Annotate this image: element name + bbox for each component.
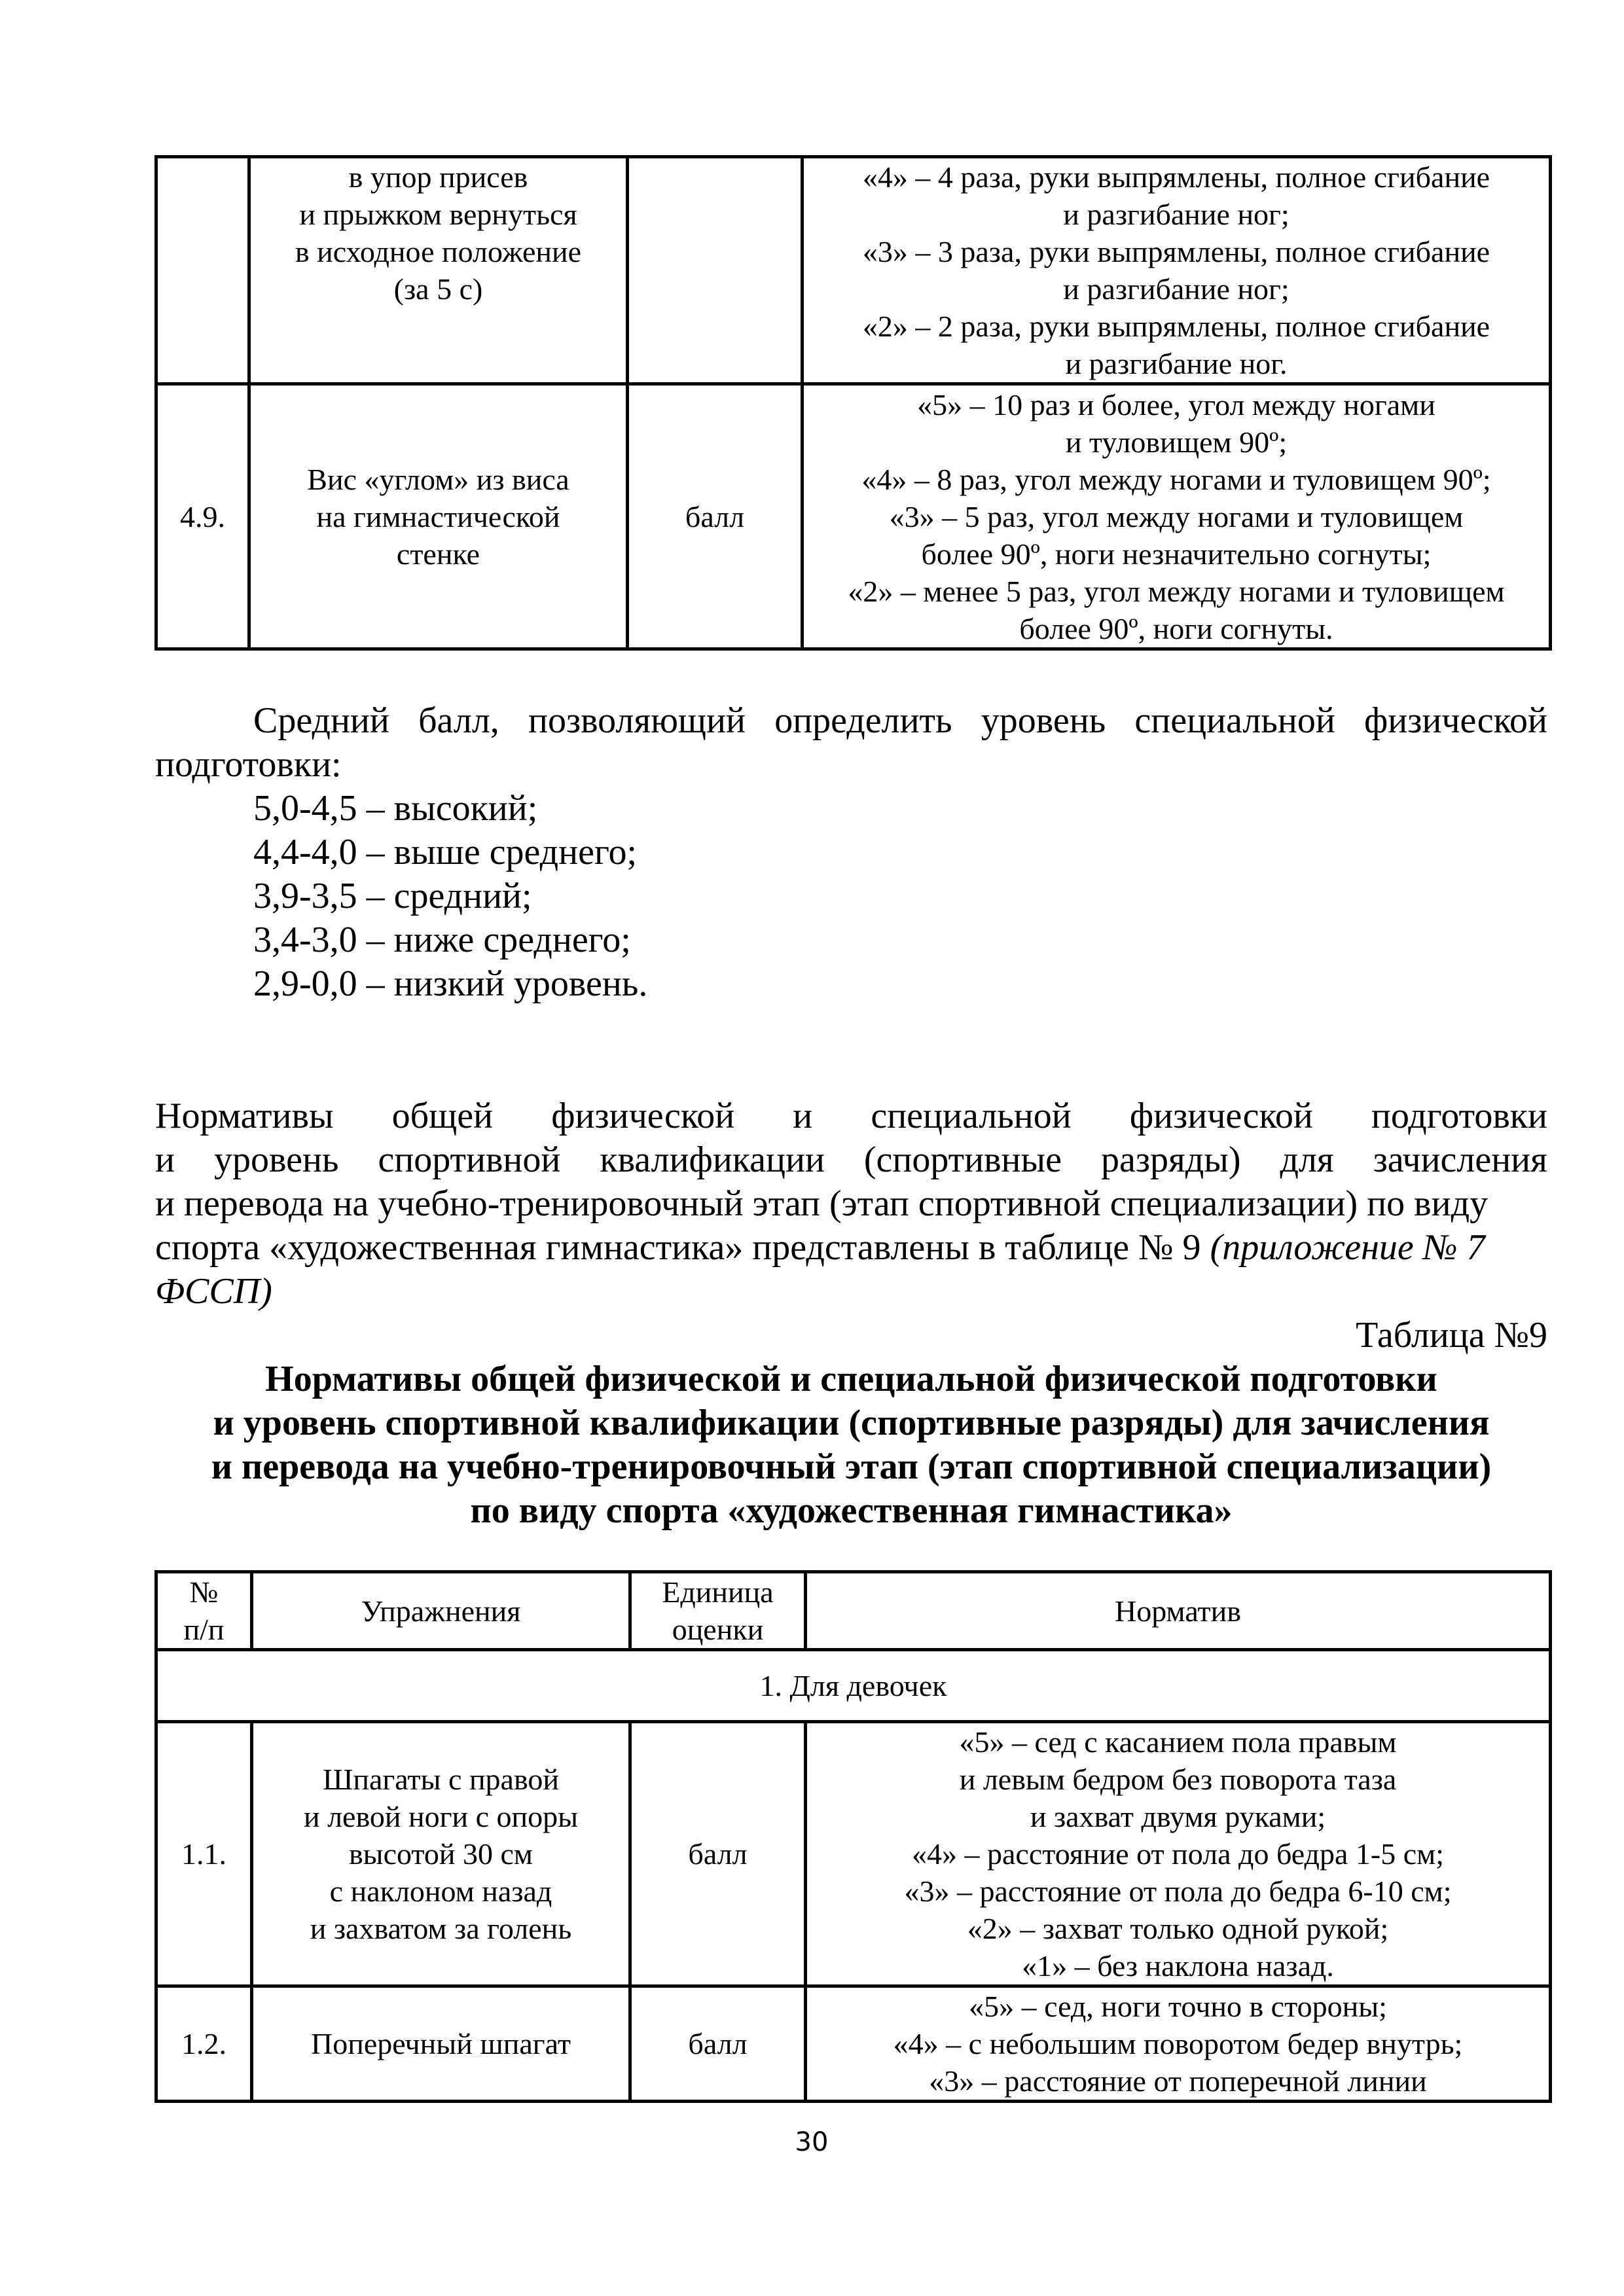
continued-norms-table xyxy=(154,155,1552,651)
header-number-line: п/п xyxy=(183,1613,225,1646)
norm-cell xyxy=(803,384,1551,649)
table-title-line: и перевода на учебно-тренировочный этап (этап спортивной специализации) xyxy=(211,1446,1492,1487)
average-score-section xyxy=(155,699,1547,1006)
header-norm: Норматив xyxy=(806,1572,1551,1650)
norm-line: «4» – с небольшим поворотом бедер внутрь; xyxy=(893,2027,1463,2060)
norm-line: и туловищем 90º; xyxy=(1065,425,1288,459)
word: спортивной xyxy=(378,1139,561,1180)
header-unit-line: оценки xyxy=(672,1613,764,1646)
unit-cell: балл xyxy=(630,1722,806,1986)
norm-line: «5» – 10 раз и более, угол между ногами xyxy=(917,387,1435,422)
norm-line: «3» – 3 раза, руки выпрямлены, полное сгибание xyxy=(862,235,1490,268)
row-number-cell: 1.2. xyxy=(156,1986,252,2102)
norm-line: «5» – сед, ноги точно в стороны; xyxy=(969,1990,1387,2023)
section-girls: 1. Для девочек xyxy=(156,1650,1551,1722)
norm-line: «3» – 5 раз, угол между ногами и туловищем xyxy=(889,499,1464,533)
table-row xyxy=(156,157,1551,384)
word: балл, xyxy=(418,700,499,741)
norm-cell xyxy=(806,1986,1551,2102)
word: общей xyxy=(391,1096,494,1136)
exercise-cell xyxy=(249,384,628,649)
paragraph-text: спорта «художественная гимнастика» представлены в таблице № 9 xyxy=(155,1227,1210,1268)
header-number-line: № xyxy=(189,1575,219,1609)
norm-line: и разгибание ног. xyxy=(1065,347,1288,380)
norm-line: более 90º, ноги согнуты. xyxy=(1019,611,1333,645)
norms-paragraph xyxy=(155,1094,1547,1314)
header-unit-line: Единица xyxy=(662,1575,774,1609)
paragraph-line xyxy=(155,1226,1547,1270)
table-row xyxy=(156,1722,1551,1986)
page-number: 30 xyxy=(795,2127,829,2157)
unit-cell xyxy=(628,157,803,384)
exercise-line: в исходное положение xyxy=(295,235,582,268)
norm-line: «2» – 2 раза, руки выпрямлены, полное сгибание xyxy=(862,310,1490,343)
header-number xyxy=(156,1572,252,1650)
row-number-cell: 1.1. xyxy=(156,1722,252,1986)
exercise-line: на гимнастической xyxy=(316,499,560,533)
word: зачисления xyxy=(1373,1139,1547,1180)
exercise-line: в упор присев xyxy=(348,160,528,194)
appendix-reference-end: ФССП) xyxy=(155,1271,272,1312)
average-score-intro-end: подготовки: xyxy=(155,744,342,785)
header-unit xyxy=(630,1572,806,1650)
table-title xyxy=(155,1357,1547,1533)
norm-line: более 90º, ноги незначительно согнуты; xyxy=(921,537,1432,571)
table-title-line: Нормативы общей физической и специальной физической подготовки xyxy=(265,1359,1437,1399)
header-exercise: Упражнения xyxy=(252,1572,630,1650)
word: квалификации xyxy=(600,1139,825,1180)
norm-line: «4» – 4 раза, руки выпрямлены, полное сгибание xyxy=(862,160,1490,194)
table-row xyxy=(156,1986,1551,2102)
norm-cell xyxy=(803,157,1551,384)
paragraph-line: и перевода на учебно-тренировочный этап (этап спортивной специализации) по виду xyxy=(155,1183,1489,1224)
score-level-above-average: 4,4-4,0 – выше среднего; xyxy=(253,832,638,872)
word: физической xyxy=(1363,700,1547,741)
norm-line: «5» – сед с касанием пола правым xyxy=(959,1725,1397,1759)
exercise-line: и левой ноги с опоры xyxy=(303,1800,579,1833)
word: специальной xyxy=(871,1096,1072,1136)
exercise-line: Вис «углом» из виса xyxy=(307,462,569,496)
score-level-low: 2,9-0,0 – низкий уровень. xyxy=(253,963,648,1004)
word: специальной xyxy=(1134,700,1335,741)
score-level-average: 3,9-3,5 – средний; xyxy=(253,876,532,916)
exercise-line: высотой 30 см xyxy=(348,1837,533,1871)
paragraph-line xyxy=(155,1094,1547,1138)
score-level-below-average: 3,4-3,0 – ниже среднего; xyxy=(253,920,631,960)
word: и xyxy=(793,1096,813,1136)
norm-line: и разгибание ног; xyxy=(1063,272,1290,306)
exercise-line: Шпагаты с правой xyxy=(322,1763,559,1796)
table-row xyxy=(156,384,1551,649)
unit-cell: балл xyxy=(628,384,803,649)
section-row xyxy=(156,1650,1551,1722)
word: уровень xyxy=(981,700,1106,741)
average-score-intro xyxy=(155,699,1547,743)
appendix-reference: (приложение № 7 xyxy=(1210,1227,1485,1268)
norm-line: «3» – расстояние от пола до бедра 6-10 см; xyxy=(904,1874,1452,1908)
exercise-line: (за 5 с) xyxy=(393,272,483,306)
word: для xyxy=(1280,1139,1334,1180)
norm-line: «4» – расстояние от пола до бедра 1-5 см; xyxy=(911,1837,1445,1871)
norm-line: «3» – расстояние от поперечной линии xyxy=(929,2064,1427,2098)
table-label: Таблица №9 xyxy=(1356,1315,1547,1355)
table-title-line: и уровень спортивной квалификации (спортивные разряды) для зачисления xyxy=(213,1403,1490,1443)
exercise-line: с наклоном назад xyxy=(329,1874,552,1908)
score-levels-list xyxy=(155,787,1547,1006)
table-header-row xyxy=(156,1572,1551,1650)
word: Средний xyxy=(253,700,389,741)
exercise-cell xyxy=(252,1986,630,2102)
norm-line: «4» – 8 раз, угол между ногами и туловищем 90º; xyxy=(861,462,1491,496)
word: (спортивные xyxy=(863,1139,1062,1180)
exercise-line: стенке xyxy=(396,537,480,571)
word: физической xyxy=(551,1096,735,1136)
norm-line: и разгибание ног; xyxy=(1063,198,1290,231)
exercise-line: Поперечный шпагат xyxy=(311,2027,571,2060)
exercise-cell xyxy=(252,1722,630,1986)
word: разряды) xyxy=(1100,1139,1241,1180)
word: и xyxy=(155,1139,175,1180)
word: определить xyxy=(774,700,952,741)
word: уровень xyxy=(213,1139,339,1180)
norm-line: «2» – захват только одной рукой; xyxy=(967,1912,1389,1945)
exercise-line: и прыжком вернуться xyxy=(299,198,577,231)
word: физической xyxy=(1129,1096,1313,1136)
row-number-cell: 4.9. xyxy=(156,384,249,649)
norm-line: «1» – без наклона назад. xyxy=(1022,1949,1334,1982)
norm-line: и захват двумя руками; xyxy=(1030,1800,1326,1833)
paragraph-line xyxy=(155,1138,1547,1182)
score-level-high: 5,0-4,5 – высокий; xyxy=(253,788,538,829)
word: Нормативы xyxy=(155,1096,334,1136)
norm-cell xyxy=(806,1722,1551,1986)
exercise-line: и захватом за голень xyxy=(310,1912,572,1945)
exercise-cell xyxy=(249,157,628,384)
word: позволяющий xyxy=(528,700,746,741)
row-number-cell xyxy=(156,157,249,384)
norm-line: и левым бедром без поворота таза xyxy=(959,1763,1397,1796)
unit-cell: балл xyxy=(630,1986,806,2102)
norms-table-9 xyxy=(154,1570,1552,2103)
norm-line: «2» – менее 5 раз, угол между ногами и туловищем xyxy=(848,574,1505,608)
table-title-line: по виду спорта «художественная гимнастика» xyxy=(470,1490,1233,1531)
word: подготовки xyxy=(1371,1096,1547,1136)
